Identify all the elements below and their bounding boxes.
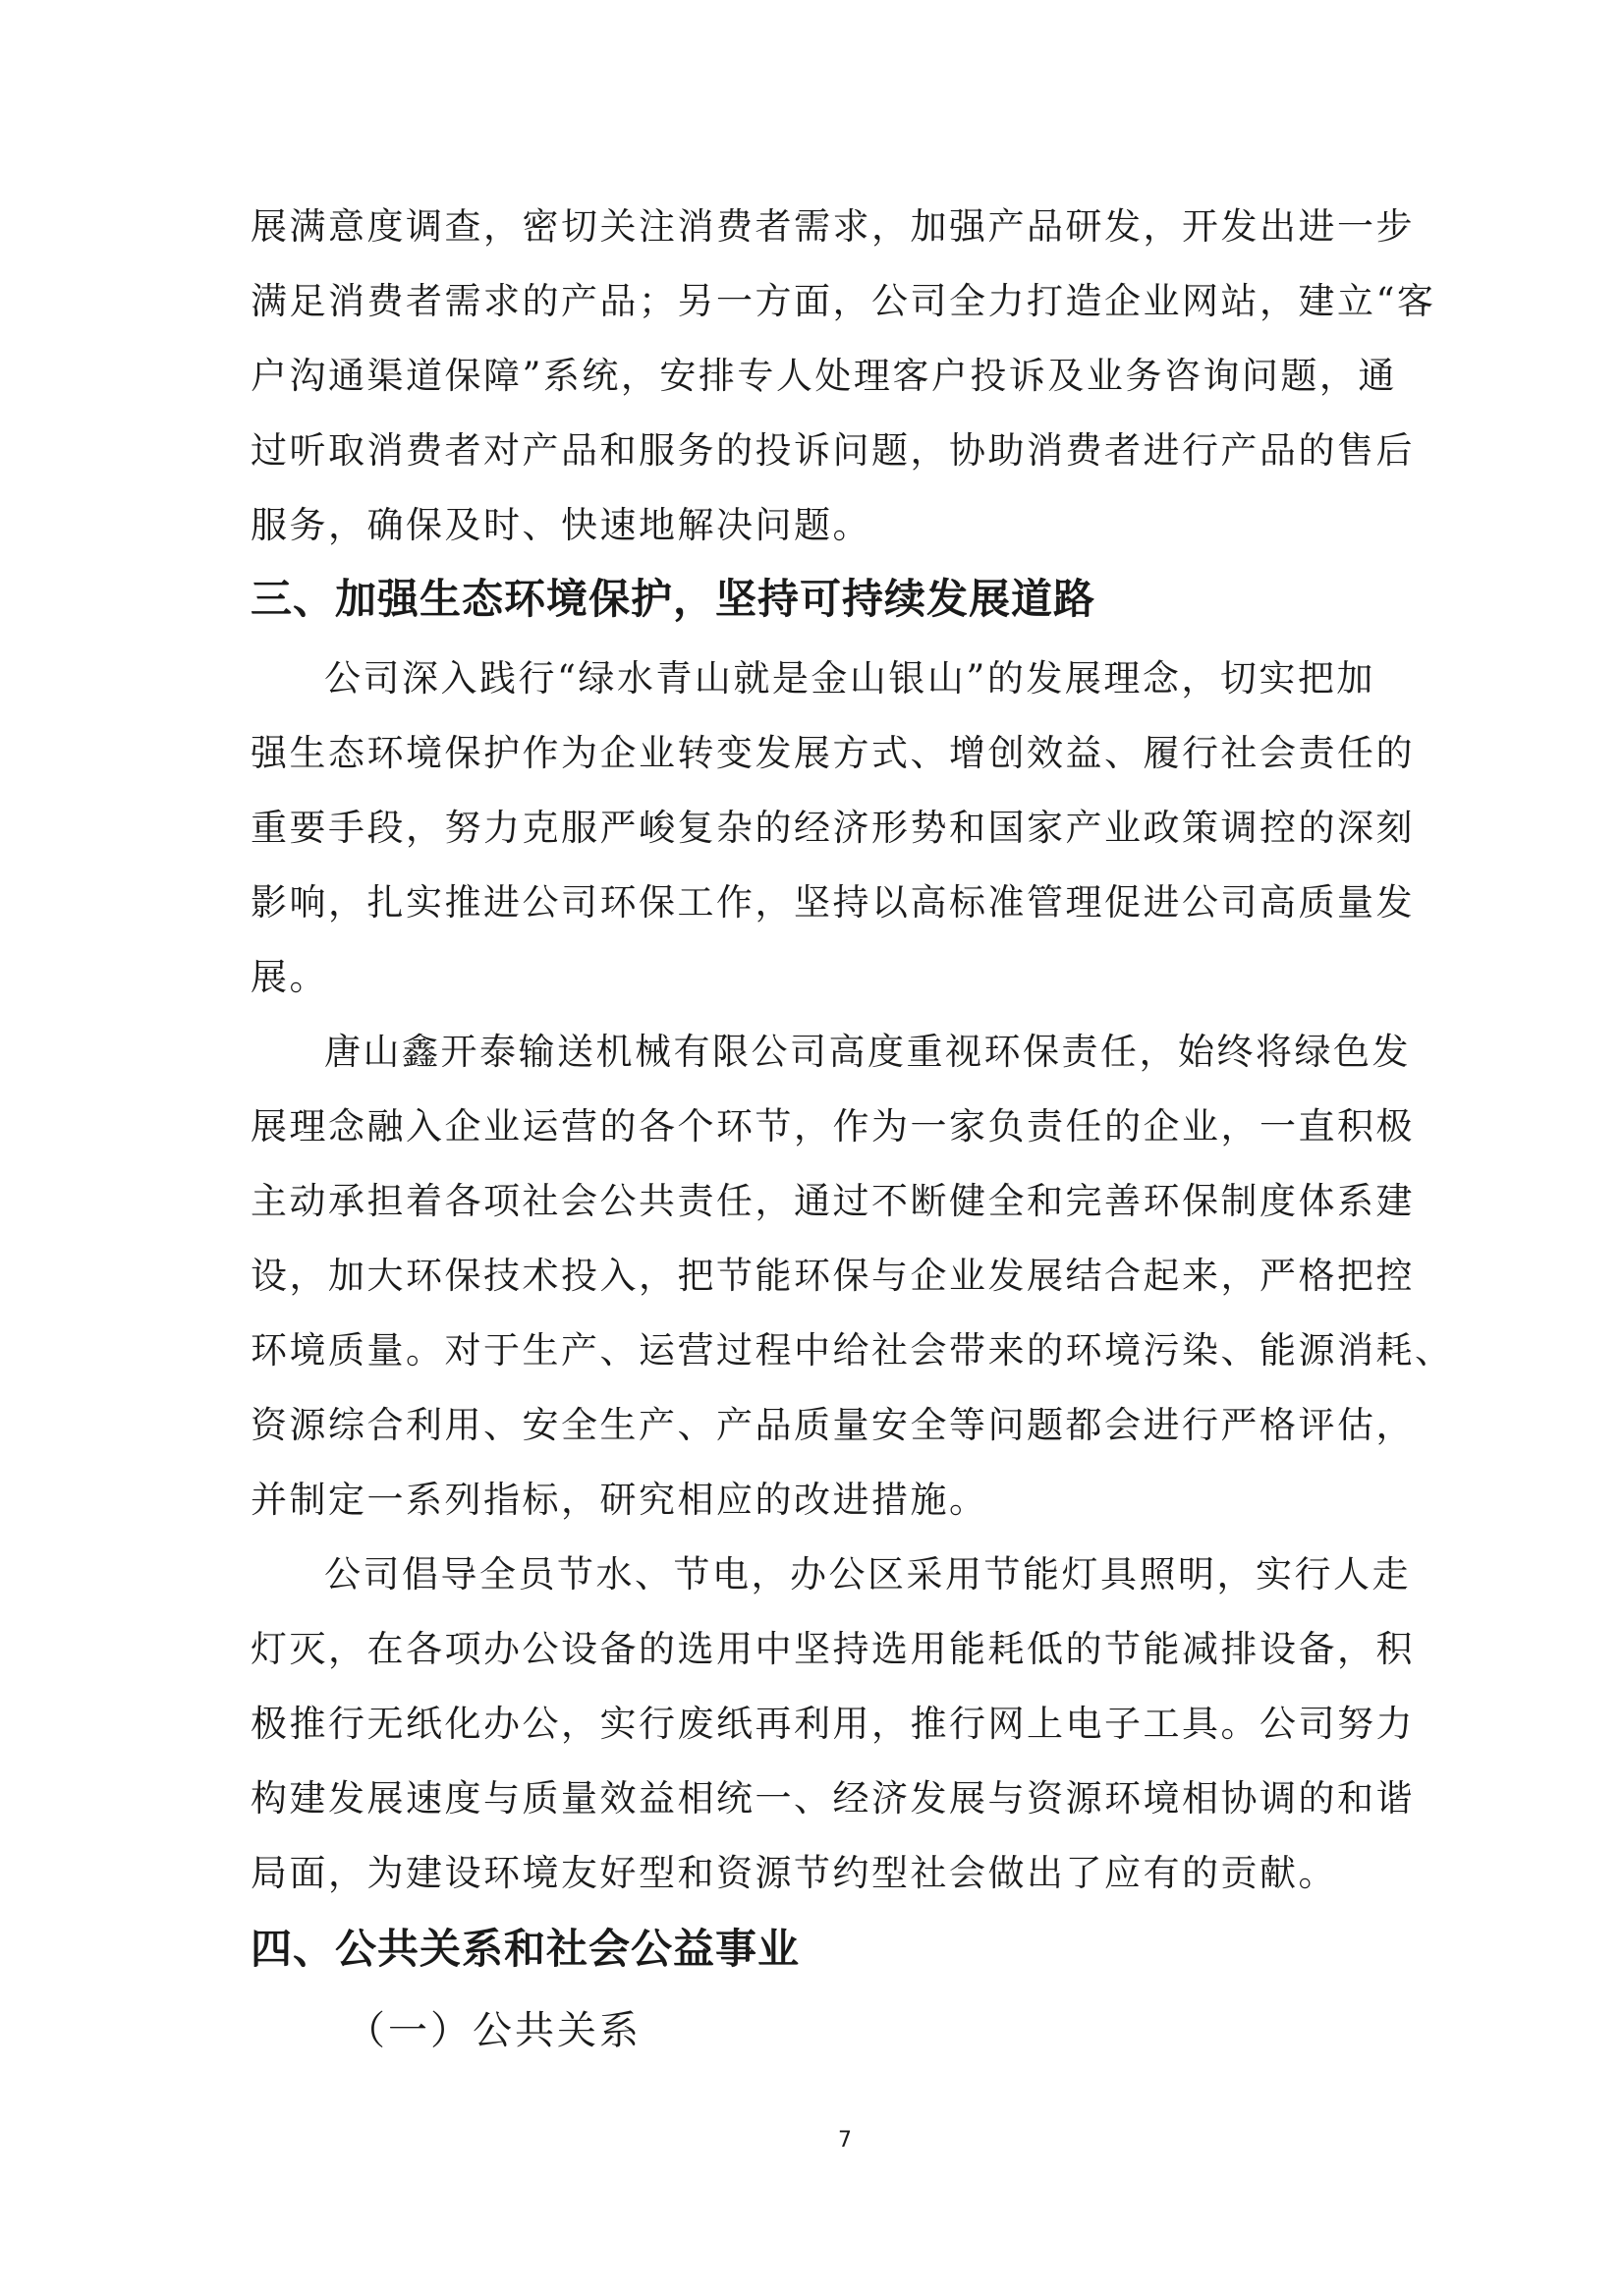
- paragraph-1-line-1: 展满意度调查，密切关注消费者需求，加强产品研发，开发出进一步: [251, 205, 1415, 248]
- subsection-heading-1: （一）公共关系: [346, 2008, 642, 2053]
- paragraph-3-line-2: 展理念融入企业运营的各个环节，作为一家负责任的企业，一直积极: [251, 1105, 1415, 1148]
- paragraph-1-line-3: 户沟通渠道保障”系统，安排专人处理客户投诉及业务咨询问题，通: [251, 355, 1397, 397]
- paragraph-4-line-3: 极推行无纸化办公，实行废纸再利用，推行网上电子工具。公司努力: [251, 1703, 1415, 1745]
- paragraph-2-line-1: 公司深入践行“绿水青山就是金山银山”的发展理念，切实把加: [324, 657, 1375, 700]
- paragraph-4-line-5: 局面，为建设环境友好型和资源节约型社会做出了应有的贡献。: [251, 1852, 1337, 1894]
- page-number: 7: [838, 2128, 852, 2153]
- section-heading-4: 四、公共关系和社会公益事业: [251, 1925, 801, 1973]
- paragraph-3-line-6: 资源综合利用、安全生产、产品质量安全等问题都会进行严格评估，: [251, 1404, 1415, 1446]
- paragraph-4-line-1: 公司倡导全员节水、节电，办公区采用节能灯具照明，实行人走: [324, 1553, 1411, 1596]
- paragraph-3-line-5: 环境质量。对于生产、运营过程中给社会带来的环境污染、能源消耗、: [251, 1329, 1454, 1372]
- paragraph-3-line-1: 唐山鑫开泰输送机械有限公司高度重视环保责任，始终将绿色发: [324, 1031, 1411, 1073]
- paragraph-4-line-2: 灯灭，在各项办公设备的选用中坚持选用能耗低的节能减排设备，积: [251, 1628, 1415, 1670]
- paragraph-3-line-3: 主动承担着各项社会公共责任，通过不断健全和完善环保制度体系建: [251, 1180, 1415, 1222]
- paragraph-3-line-7: 并制定一系列指标，研究相应的改进措施。: [251, 1479, 988, 1521]
- paragraph-4-line-4: 构建发展速度与质量效益相统一、经济发展与资源环境相协调的和谐: [251, 1777, 1415, 1820]
- paragraph-1-line-4: 过听取消费者对产品和服务的投诉问题，协助消费者进行产品的售后: [251, 429, 1415, 472]
- paragraph-2-line-3: 重要手段，努力克服严峻复杂的经济形势和国家产业政策调控的深刻: [251, 807, 1415, 849]
- paragraph-3-line-4: 设，加大环保技术投入，把节能环保与企业发展结合起来，严格把控: [251, 1255, 1415, 1297]
- paragraph-2-line-5: 展。: [251, 956, 328, 998]
- paragraph-2-line-4: 影响，扎实推进公司环保工作，坚持以高标准管理促进公司高质量发: [251, 881, 1415, 924]
- paragraph-1-line-5: 服务，确保及时、快速地解决问题。: [251, 504, 871, 546]
- paragraph-1-line-2: 满足消费者需求的产品；另一方面，公司全力打造企业网站，建立“客: [251, 280, 1436, 322]
- section-heading-3: 三、加强生态环境保护，坚持可持续发展道路: [251, 575, 1096, 623]
- paragraph-2-line-2: 强生态环境保护作为企业转变发展方式、增创效益、履行社会责任的: [251, 732, 1415, 774]
